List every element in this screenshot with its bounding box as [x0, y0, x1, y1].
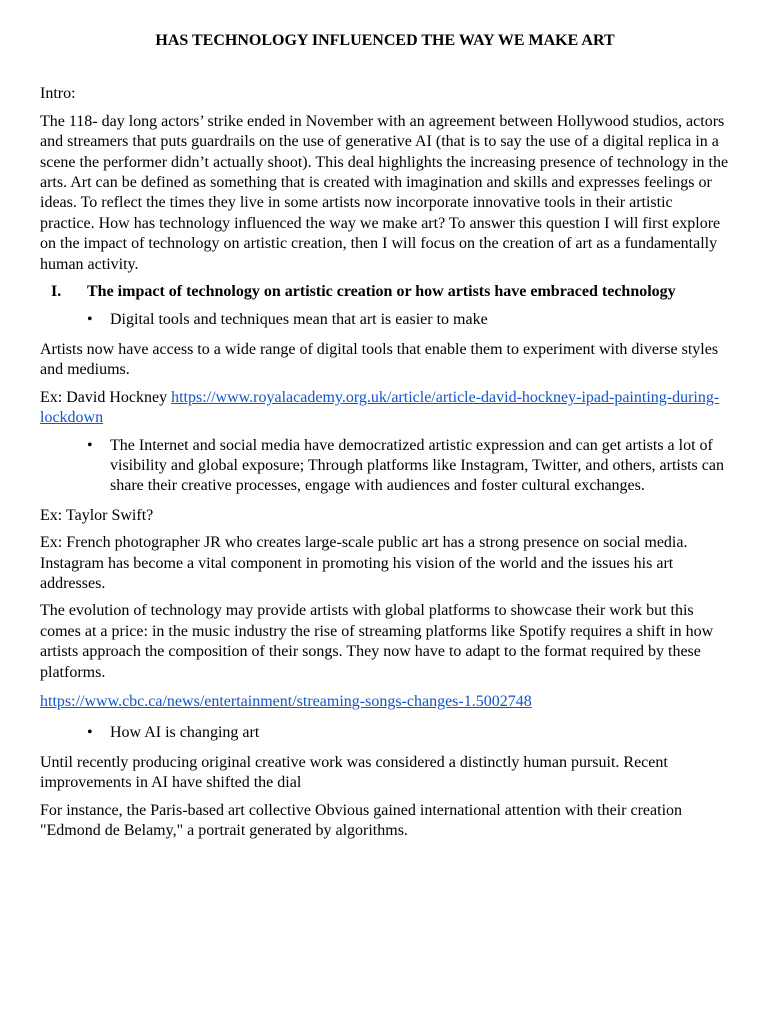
bullet-text: How AI is changing art — [110, 724, 260, 742]
cbc-link[interactable]: https://www.cbc.ca/news/entertainment/streaming-songs-changes-1.5002748 — [40, 692, 532, 710]
bullet-icon: • — [87, 724, 93, 742]
example-taylor-swift: Ex: Taylor Swift? — [40, 506, 154, 524]
section-heading-1 — [40, 282, 730, 302]
intro-label: Intro: — [40, 85, 76, 103]
bullet-icon: • — [87, 436, 93, 454]
intro-paragraph: The 118- day long actors’ strike ended in November with an agreement between Hollywood studios, actors and streamers that puts guardrails on the use of generative AI (that is to say the use of a digital replica in a scene the performer didn’t actually shoot). This deal highlights the increasing presence of technology in the arts. Art can be defined as something that is created with imagination and skills and expresses feelings or ideas. To reflect the times they live in some artists now incorporate innovative tools in their artistic practice. How has technology influenced the way we make art? To answer this question I will first explore on the impact of technology on artistic creation, then I will focus on the creation of art as a fundamentally human activity. — [40, 112, 729, 273]
example-jr: Ex: French photographer JR who creates large-scale public art has a strong presence on social media. Instagram has become a vital component in promoting his vision of the world and the issues his art addresses. — [40, 534, 688, 592]
section-heading-text: The impact of technology on artistic creation or how artists have embraced technology — [87, 283, 676, 301]
cbc-link-paragraph — [40, 692, 730, 712]
bullet-icon: • — [87, 311, 93, 329]
example-hockney-prefix: Ex: David Hockney — [40, 388, 172, 406]
document-title: HAS TECHNOLOGY INFLUENCED THE WAY WE MAKE ART — [155, 32, 615, 49]
paragraph-digital-tools: Artists now have access to a wide range of digital tools that enable them to experiment with diverse styles and mediums. — [40, 340, 719, 379]
example-hockney — [40, 388, 730, 429]
hockney-link[interactable]: https://www.royalacademy.org.uk/article/article-david-hockney-ipad-painting-during-lockdown — [40, 388, 720, 427]
bullet-text: Digital tools and techniques mean that art is easier to make — [110, 311, 488, 329]
document-page — [40, 31, 730, 848]
bullet-text: The Internet and social media have democratized artistic expression and can get artists a lot of visibility and global exposure; Through platforms like Instagram, Twitter, and others, artists can share their creative processes, engage with audiences and foster cultural exchanges. — [110, 436, 724, 495]
paragraph-evolution: The evolution of technology may provide artists with global platforms to showcase their work but this comes at a price: in the music industry the rise of streaming platforms like Spotify requires a shift in how artists approach the composition of their songs. They now have to adapt to the format required by these platforms. — [40, 602, 714, 681]
bullet-item-social-media — [40, 436, 730, 497]
paragraph-ai: Until recently producing original creative work was considered a distinctly human pursuit. Recent improvements in AI have shifted the dial — [40, 753, 668, 792]
section-number: I. — [51, 283, 62, 301]
bullet-item-ai — [40, 723, 730, 743]
bullet-item-digital-tools — [40, 310, 730, 330]
paragraph-obvious: For instance, the Paris-based art collective Obvious gained international attention with their creation "Edmond de Belamy," a portrait generated by algorithms. — [40, 801, 683, 839]
